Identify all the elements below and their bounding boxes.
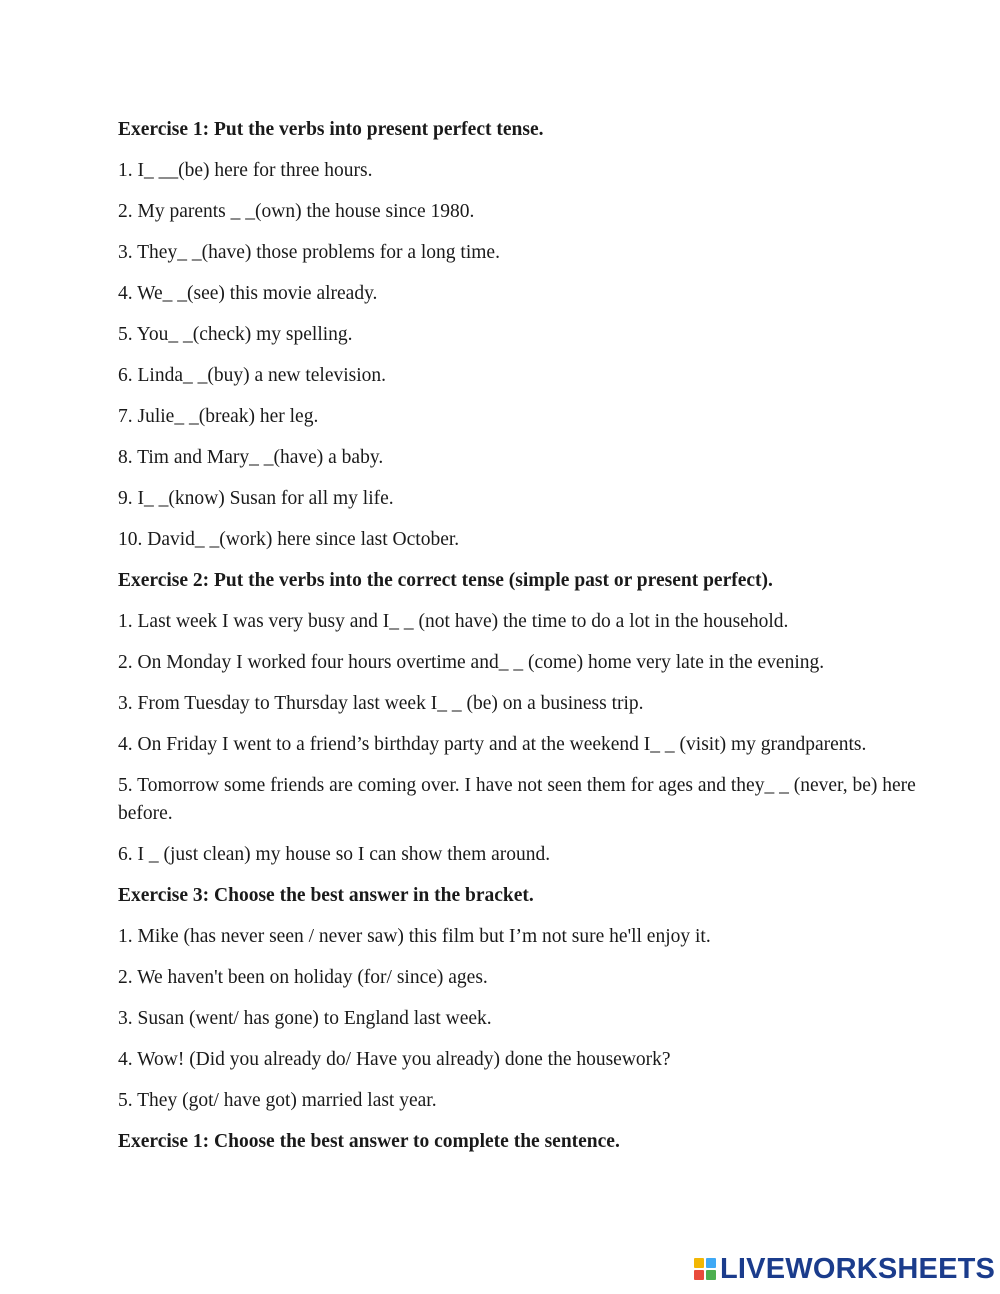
exercise-2-item-3: 3. From Tuesday to Thursday last week I_ _ (be) on a business trip. bbox=[118, 693, 644, 714]
exercise-1-item-5: 5. You_ _(check) my spelling. bbox=[118, 324, 353, 345]
exercise-1-item-4: 4. We_ _(see) this movie already. bbox=[118, 283, 378, 304]
exercise-1-item-2: 2. My parents _ _(own) the house since 1980. bbox=[118, 201, 475, 222]
exercise-4-heading: Exercise 1: Choose the best answer to complete the sentence. bbox=[118, 1131, 620, 1152]
liveworksheets-logo bbox=[694, 1254, 995, 1284]
exercise-1-item-7: 7. Julie_ _(break) her leg. bbox=[118, 406, 319, 427]
exercise-1-item-6: 6. Linda_ _(buy) a new television. bbox=[118, 365, 387, 386]
exercise-3-item-1: 1. Mike (has never seen / never saw) this film but I’m not sure he'll enjoy it. bbox=[118, 926, 711, 947]
exercise-3-item-3: 3. Susan (went/ has gone) to England last week. bbox=[118, 1008, 492, 1029]
logo-square-4 bbox=[706, 1270, 716, 1280]
exercise-1-item-10: 10. David_ _(work) here since last October. bbox=[118, 529, 460, 550]
exercise-3-heading: Exercise 3: Choose the best answer in the bracket. bbox=[118, 885, 534, 906]
exercise-1-item-8: 8. Tim and Mary_ _(have) a baby. bbox=[118, 447, 384, 468]
exercise-3-item-5: 5. They (got/ have got) married last year. bbox=[118, 1090, 437, 1111]
liveworksheets-logo-text: LIVEWORKSHEETS bbox=[720, 1253, 996, 1285]
logo-square-1 bbox=[694, 1258, 704, 1268]
liveworksheets-logo-icon bbox=[694, 1258, 716, 1280]
exercise-2-item-4: 4. On Friday I went to a friend’s birthday party and at the weekend I_ _ (visit) my grandparents. bbox=[118, 734, 867, 755]
exercise-3-item-2: 2. We haven't been on holiday (for/ since) ages. bbox=[118, 967, 488, 988]
exercise-3-item-4: 4. Wow! (Did you already do/ Have you already) done the housework? bbox=[118, 1049, 671, 1070]
exercise-2-heading: Exercise 2: Put the verbs into the correct tense (simple past or present perfect). bbox=[118, 570, 773, 591]
exercise-2-item-2: 2. On Monday I worked four hours overtime and_ _ (come) home very late in the evening. bbox=[118, 652, 825, 673]
exercise-2-item-5: 5. Tomorrow some friends are coming over. I have not seen them for ages and they_ _ (never, be) here before. bbox=[118, 775, 916, 824]
exercise-1-item-9: 9. I_ _(know) Susan for all my life. bbox=[118, 488, 394, 509]
exercise-2-item-1: 1. Last week I was very busy and I_ _ (not have) the time to do a lot in the household. bbox=[118, 611, 789, 632]
logo-square-3 bbox=[694, 1270, 704, 1280]
logo-square-2 bbox=[706, 1258, 716, 1268]
exercise-1-heading: Exercise 1: Put the verbs into present perfect tense. bbox=[118, 119, 544, 140]
exercise-1-item-1: 1. I_ __(be) here for three hours. bbox=[118, 160, 373, 181]
exercise-1-item-3: 3. They_ _(have) those problems for a long time. bbox=[118, 242, 500, 263]
exercise-2-item-6: 6. I _ (just clean) my house so I can show them around. bbox=[118, 844, 551, 865]
worksheet-page bbox=[118, 116, 918, 1169]
